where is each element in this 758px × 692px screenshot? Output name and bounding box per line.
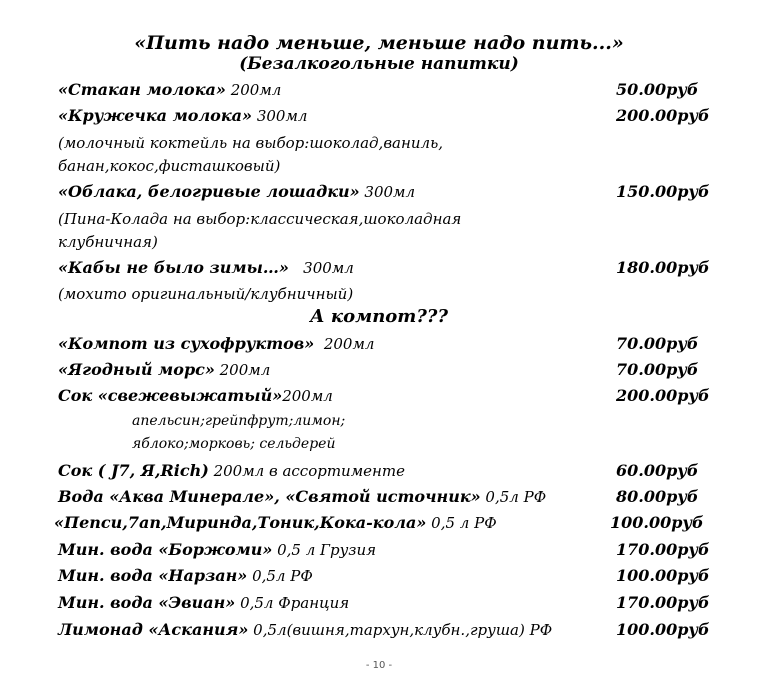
menu-item-borjomi [0, 538, 758, 562]
item-label [58, 564, 313, 588]
item-price: 180.00руб [616, 258, 710, 277]
item-price: 200.00руб [616, 106, 710, 125]
menu-item-clouds [0, 180, 758, 204]
item-note: яблоко;морковь; сельдерей [132, 436, 336, 452]
item-detail: 0,5л(вишня,тархун,клубн.,груша) РФ [248, 621, 553, 639]
page-subtitle: (Безалкогольные напитки) [239, 54, 519, 74]
item-label [58, 459, 405, 483]
item-note: (мохито оригинальный/клубничный) [58, 285, 354, 303]
item-price: 70.00руб [616, 360, 699, 379]
item-note: апельсин;грейпфрут;лимон; [132, 413, 346, 429]
item-name: «Облака, белогривые лошадки» [58, 182, 360, 201]
item-label [58, 256, 354, 280]
item-price: 60.00руб [616, 461, 699, 480]
item-detail: 0,5 л РФ [426, 514, 497, 532]
item-price: 100.00руб [616, 566, 710, 585]
item-note: банан,кокос,фисташковый) [58, 157, 281, 175]
page-number: - 10 - [365, 660, 393, 671]
item-name: Сок «свежевыжатый» [58, 386, 283, 405]
item-price: 100.00руб [616, 620, 710, 639]
menu-item-mug-of-milk [0, 104, 758, 128]
item-name: «Кружечка молока» [58, 106, 253, 125]
item-detail: 0,5л РФ [480, 488, 547, 506]
menu-item-sodas [0, 511, 758, 535]
item-detail: 200мл [282, 387, 333, 405]
item-name: «Кабы не было зимы…» [58, 258, 289, 277]
item-label [58, 384, 333, 408]
item-detail: 200мл в ассортименте [208, 462, 406, 480]
menu-item-water [0, 485, 758, 509]
item-note: (Пина-Колада на выбор:классическая,шоколадная [58, 210, 462, 228]
page-title: «Пить надо меньше, меньше надо пить...» [134, 32, 624, 54]
item-detail: 0,5 л Грузия [272, 541, 377, 559]
item-price: 100.00руб [610, 513, 704, 532]
item-price: 70.00руб [616, 334, 699, 353]
item-detail: 300мл [288, 259, 354, 277]
section-title: А компот??? [309, 306, 448, 327]
item-detail: 200мл [225, 81, 282, 99]
item-price: 150.00руб [616, 182, 710, 201]
item-detail: 0,5л РФ [247, 567, 313, 585]
menu-item-berry-mors [0, 358, 758, 382]
menu-item-narzan [0, 564, 758, 588]
menu-item-no-winter [0, 256, 758, 280]
item-price: 170.00руб [616, 540, 710, 559]
item-name: Мин. вода «Боржоми» [58, 540, 273, 559]
item-name: Вода «Аква Минерале», «Святой источник» [58, 487, 481, 506]
item-label [58, 591, 349, 615]
menu-item-evian [0, 591, 758, 615]
item-label [58, 538, 376, 562]
item-price: 170.00руб [616, 593, 710, 612]
menu-item-juice-assortment [0, 459, 758, 483]
menu-item-fresh-juice [0, 384, 758, 408]
menu-item-glass-of-milk [0, 78, 758, 102]
item-name: Лимонад «Аскания» [58, 620, 249, 639]
item-label [58, 485, 546, 509]
item-name: «Пепси,7ап,Миринда,Тоник,Кока-кола» [54, 513, 427, 532]
item-price: 50.00руб [616, 80, 699, 99]
item-label [58, 332, 374, 356]
item-price: 200.00руб [616, 386, 710, 405]
item-name: «Компот из сухофруктов» [58, 334, 315, 353]
menu-item-compote [0, 332, 758, 356]
item-label [54, 511, 497, 535]
item-label [58, 180, 415, 204]
item-name: «Стакан молока» [58, 80, 226, 99]
item-detail: 300мл [252, 107, 308, 125]
item-price: 80.00руб [616, 487, 699, 506]
item-label [58, 618, 552, 642]
item-name: Мин. вода «Эвиан» [58, 593, 236, 612]
item-note: (молочный коктейль на выбор:шоколад,ваниль, [58, 134, 444, 152]
item-detail: 200мл [314, 335, 375, 353]
item-label [58, 104, 307, 128]
item-detail: 200мл [214, 361, 271, 379]
menu-item-askania-lemonade [0, 618, 758, 642]
item-label [58, 358, 270, 382]
item-name: Сок ( J7, Я,Rich) [58, 461, 209, 480]
item-detail: 300мл [359, 183, 416, 201]
item-note: клубничная) [58, 233, 158, 251]
item-name: «Ягодный морс» [58, 360, 215, 379]
item-label [58, 78, 281, 102]
item-name: Мин. вода «Нарзан» [58, 566, 248, 585]
item-detail: 0,5л Франция [235, 594, 350, 612]
